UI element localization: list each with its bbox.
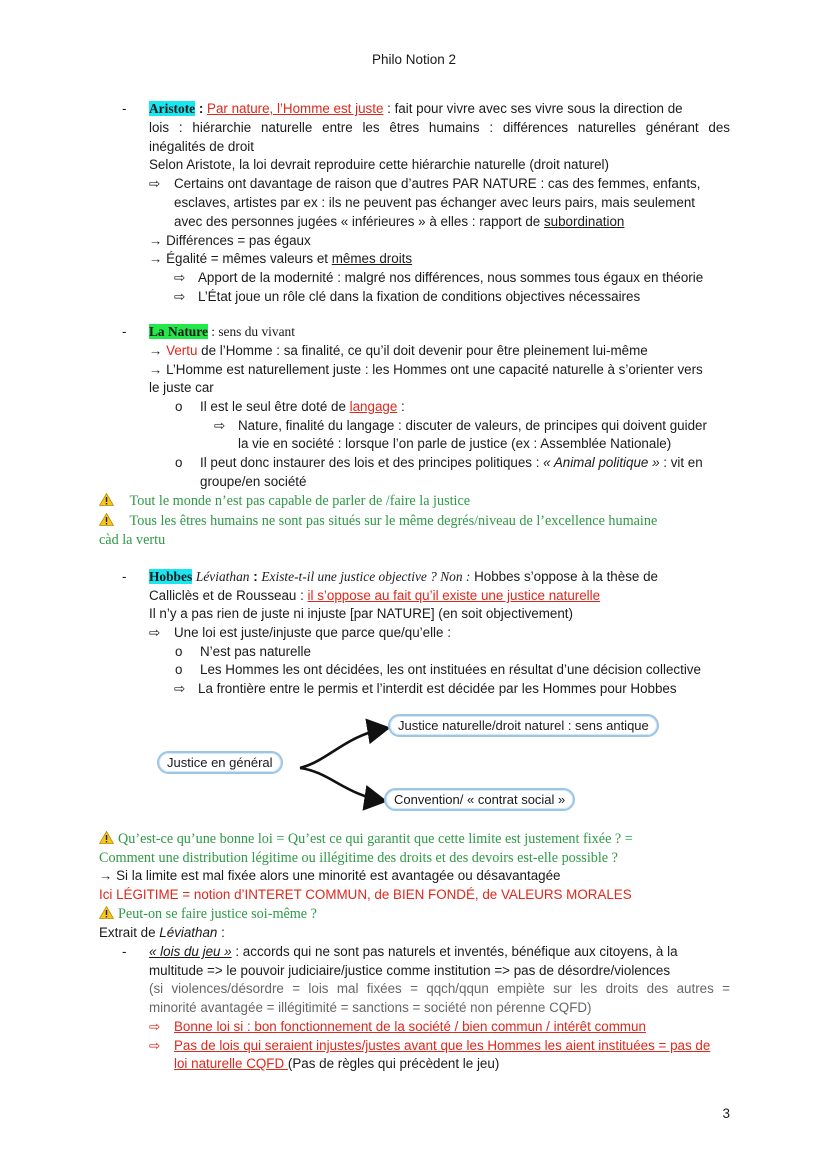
circle-bullet: o — [175, 644, 183, 659]
diagram-bottom-bubble: Convention/ « contrat social » — [384, 788, 575, 811]
hollow-arrow-icon: ⇨ — [149, 1038, 161, 1053]
warning-line-2: Tous les êtres humains ne sont pas situés sur le même degrés/niveau de l’excellence humaine — [99, 512, 657, 530]
lois-line-1: « lois du jeu » : accords qui ne sont pas naturels et inventés, bénéfique aux citoyens, à la — [149, 944, 678, 959]
hollow-arrow-icon: ⇨ — [174, 289, 186, 304]
grey-line-2: minorité avantagée = illégitimité = sanctions = société non pérenne CQFD) — [149, 1000, 592, 1015]
aristote-line-1: Aristote : Par nature, l’Homme est juste : fait pour vivre avec ses vivre sous la direction de — [149, 101, 683, 116]
hobbes-bullet-2: La frontière entre le permis et l’interdit est décidée par les Hommes pour Hobbes — [198, 681, 677, 696]
aristote-sub-2: L’État joue un rôle clé dans la fixation de conditions objectives nécessaires — [198, 289, 641, 304]
nature-o1-sub-l2: la vie en société : lorsque l’on parle de justice (ex : Assemblée Nationale) — [238, 436, 672, 451]
aristote-bullet-1-l3: avec des personnes jugées « inférieures » à elles : rapport de subordination — [174, 214, 625, 229]
warning-line-1: Tout le monde n’est pas capable de parler de /faire la justice — [99, 492, 470, 510]
red-bullet-1: Bonne loi si : bon fonctionnement de la société / bien commun / intérêt commun — [174, 1019, 646, 1034]
hobbes-name: Hobbes — [149, 569, 193, 584]
aristote-line-2: lois : hiérarchie naturelle entre les êtres humains : différences naturelles générant des — [149, 120, 730, 135]
arrow-icon: → — [149, 251, 163, 266]
nature-name: La Nature — [149, 324, 208, 339]
hobbes-o2: Les Hommes les ont décidées, les ont instituées en résultat d’une décision collective — [200, 662, 701, 677]
diagram-root-bubble: Justice en général — [157, 751, 283, 774]
hobbes-o1: N’est pas naturelle — [200, 644, 311, 659]
question-2: Peut-on se faire justice soi-même ? — [99, 905, 317, 923]
hollow-arrow-icon: ⇨ — [149, 176, 161, 191]
nature-o1-sub-l1: Nature, finalité du langage : discuter de valeurs, de principes qui doivent guider — [238, 418, 707, 433]
warning-icon — [99, 906, 114, 919]
aristote-red-phrase: Par nature, l’Homme est juste — [207, 101, 384, 116]
arrow-to-bottom — [300, 768, 385, 801]
arrow-icon: → — [149, 362, 163, 377]
lois-line-2: multitude => le pouvoir judiciaire/justice comme institution => pas de désordre/violences — [149, 963, 671, 978]
diagram-top-bubble: Justice naturelle/droit naturel : sens antique — [388, 714, 659, 737]
arrow-icon: → — [99, 868, 113, 883]
extrait-line: Extrait de Léviathan : — [99, 925, 225, 940]
circle-bullet: o — [175, 455, 183, 470]
hollow-arrow-icon: ⇨ — [149, 625, 161, 640]
question-1-l2: Comment une distribution légitime ou illégitime des droits et des devoirs est-elle possible ? — [99, 850, 618, 866]
bullet-dash: - — [122, 324, 127, 339]
nature-arrow-1: → Vertu de l’Homme : sa finalité, ce qu’il doit devenir pour être pleinement lui-même — [149, 343, 648, 358]
aristote-line-4: Selon Aristote, la loi devrait reproduire cette hiérarchie naturelle (droit naturel) — [149, 157, 609, 172]
hobbes-line-3: Il n’y a pas rien de juste ni injuste [par NATURE] (en soit objectivement) — [149, 606, 573, 621]
aristote-name: Aristote — [149, 101, 196, 116]
nature-line-1: La Nature : sens du vivant — [149, 324, 295, 339]
legitime-line: Ici LÉGITIME = notion d’INTERET COMMUN, de BIEN FONDÉ, de VALEURS MORALES — [99, 887, 632, 902]
hobbes-bullet-1: Une loi est juste/injuste que parce que/qu’elle : — [174, 625, 451, 640]
circle-bullet: o — [175, 662, 183, 677]
hobbes-line-1: Hobbes Léviathan : Existe-t-il une justice objective ? Non : Hobbes s’oppose à la thèse de — [149, 569, 658, 584]
arrow-icon: → — [149, 233, 163, 248]
conclusion-arrow-1: → Si la limite est mal fixée alors une minorité est avantagée ou désavantagée — [99, 868, 561, 883]
arrow-icon: → — [149, 343, 163, 358]
aristote-sub-1: Apport de la modernité : malgré nos différences, nous sommes tous égaux en théorie — [198, 270, 704, 285]
nature-o2-l2: groupe/en société — [200, 474, 307, 489]
red-bullet-2-l1: Pas de lois qui seraient injustes/justes avant que les Hommes les aient instituées = pas de — [174, 1038, 711, 1053]
nature-o2: Il peut donc instaurer des lois et des principes politiques : « Animal politique » : vit en — [200, 455, 703, 470]
page-number: 3 — [722, 1106, 730, 1121]
hollow-arrow-icon: ⇨ — [149, 1019, 161, 1034]
nature-arrow-2: → L’Homme est naturellement juste : les Hommes ont une capacité naturelle à s’orienter vers — [149, 362, 703, 377]
hobbes-line-2: Calliclès et de Rousseau : il s’oppose au fait qu’il existe une justice naturelle — [149, 588, 601, 603]
hollow-arrow-icon: ⇨ — [214, 418, 226, 433]
bullet-dash: - — [122, 944, 127, 959]
warning-line-2-l2: càd la vertu — [99, 532, 166, 548]
bullet-dash: - — [122, 101, 127, 116]
arrow-to-top — [300, 728, 388, 768]
red-bullet-2-l2: loi naturelle CQFD (Pas de règles qui précèdent le jeu) — [174, 1056, 500, 1071]
aristote-line-3: inégalités de droit — [149, 139, 254, 154]
nature-o1: Il est le seul être doté de langage : — [200, 399, 405, 414]
question-1-l1: Qu’est-ce qu’une bonne loi = Qu’est ce qui garantit que cette limite est justement fixée ? = — [99, 830, 633, 848]
aristote-bullet-1-l1: Certains ont davantage de raison que d’autres PAR NATURE : cas des femmes, enfants, — [174, 176, 701, 191]
aristote-arrow-1: → Différences = pas égaux — [149, 233, 311, 248]
hollow-arrow-icon: ⇨ — [174, 270, 186, 285]
page-header: Philo Notion 2 — [371, 52, 457, 67]
warning-icon — [99, 831, 114, 844]
nature-arrow-2-l2: le juste car — [149, 380, 214, 395]
grey-line-1: (si violences/désordre = lois mal fixées = qqch/qqun empiète sur les droits des autres = — [149, 981, 730, 996]
bullet-dash: - — [122, 569, 127, 584]
aristote-arrow-2: → Égalité = mêmes valeurs et mêmes droits — [149, 251, 413, 266]
circle-bullet: o — [175, 399, 183, 414]
aristote-bullet-1-l2: esclaves, artistes par ex : ils ne peuvent pas échanger avec leurs pairs, mais seulement — [174, 195, 696, 210]
hollow-arrow-icon: ⇨ — [174, 681, 186, 696]
